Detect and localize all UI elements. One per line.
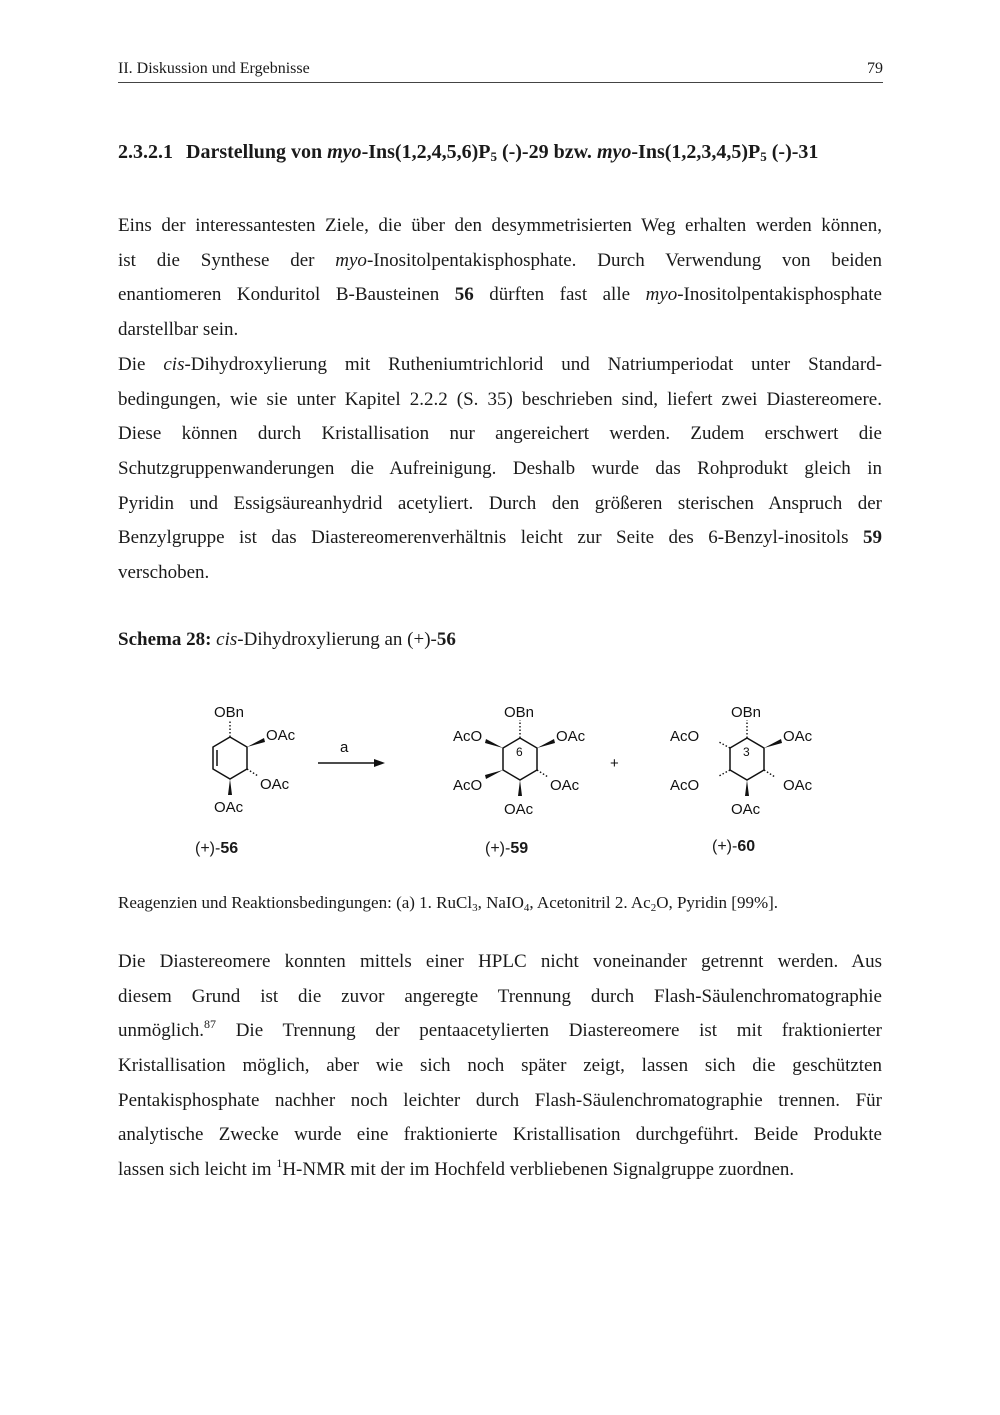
text-line: Die Diastereomere konnten mittels einer HPLC nicht voneinander getrennt werden. Aus	[118, 951, 882, 972]
heading-text: Darstellung von	[186, 141, 328, 163]
position-label: 3	[743, 745, 750, 759]
aco-label: AcO	[670, 777, 700, 794]
heading-subscript: 5	[760, 149, 767, 164]
paragraph-2	[118, 348, 882, 591]
oac-label: OAc	[783, 728, 813, 745]
arrow-label: a	[340, 739, 349, 756]
oac-label: OAc	[214, 799, 244, 816]
heading-text: -Ins(1,2,3,4,5)P	[631, 141, 761, 163]
compound-label-60: (+)-60	[712, 838, 756, 855]
footnote-reference: 87	[204, 1017, 217, 1032]
heading-text: -Ins(1,2,4,5,6)P	[361, 141, 491, 163]
oac-label: OAc	[550, 777, 580, 794]
compound-59-structure	[453, 704, 586, 818]
aco-label: AcO	[453, 777, 483, 794]
scheme-title: Schema 28: cis-Dihydroxylierung an (+)-56	[118, 629, 456, 650]
oac-label: OAc	[783, 777, 813, 794]
text-line: Schutzgruppenwanderungen die Aufreinigung. Deshalb wurde das Rohprodukt gleich in	[118, 458, 882, 480]
text-line: bedingungen, wie sie unter Kapitel 2.2.2 (S. 35) beschrieben sind, liefert zwei Diastereomere.	[118, 388, 882, 410]
text-line: Pyridin und Essigsäureanhydrid acetyliert. Durch den größeren sterischen Anspruch der	[118, 492, 882, 514]
paragraph-3	[118, 945, 882, 1188]
aco-label: AcO	[670, 728, 700, 745]
oac-label: OAc	[266, 727, 296, 744]
plus-sign: +	[610, 755, 619, 772]
position-label: 6	[516, 745, 523, 759]
compound-56-structure	[213, 704, 296, 816]
text-line: darstellbar sein.	[118, 319, 239, 341]
text-line: ist die Synthese der myo-Inositolpentakisphosphate. Durch Verwendung von beiden	[118, 249, 882, 271]
heading-text: (-)-31	[766, 141, 819, 163]
heading-italic: myo	[327, 141, 362, 163]
text-line: Die cis-Dihydroxylierung mit Rutheniumtrichlorid und Natriumperiodat unter Standard-	[118, 354, 882, 375]
oac-label: OAc	[731, 801, 761, 818]
compound-label-59: (+)-59	[485, 840, 529, 857]
reaction-arrow	[318, 739, 385, 767]
text-line: Benzylgruppe ist das Diastereomerenverhältnis leicht zur Seite des 6-Benzyl-inositols 59	[118, 527, 882, 549]
aco-label: AcO	[453, 728, 483, 745]
text-line: verschoben.	[118, 562, 210, 584]
oac-label: OAc	[556, 728, 586, 745]
text-line: Eins der interessantesten Ziele, die über den desymmetrisierten Weg erhalten werden können,	[118, 215, 882, 236]
text-line: Kristallisation möglich, aber wie sich noch später zeigt, lassen sich die geschützten	[118, 1055, 882, 1077]
text-line: Pentakisphosphate nachher noch leichter durch Flash-Säulenchromatographie trennen. Für	[118, 1089, 882, 1111]
compound-label-56: (+)-56	[195, 840, 239, 857]
text-line: diesem Grund ist die zuvor angeregte Trennung durch Flash-Säulenchromatographie	[118, 985, 882, 1007]
running-header	[118, 60, 883, 83]
section-number: 2.3.2.1	[118, 141, 173, 163]
paragraph-1	[118, 209, 882, 348]
reaction-scheme	[180, 690, 820, 870]
text-line: lassen sich leicht im $^1$H-NMR mit der im Hochfeld verbliebenen Signalgruppe zuordnen.	[118, 1156, 795, 1181]
obn-label: OBn	[504, 704, 535, 721]
section-heading	[118, 141, 883, 165]
heading-text: (-)-29 bzw.	[496, 141, 597, 163]
page-number: 79	[867, 60, 883, 77]
scheme-caption: Reagenzien und Reaktionsbedingungen: (a) 1. RuCl$_3$, NaIO$_4$, Acetonitril 2. $Ac_2O$, Pyridin [99%].	[118, 893, 779, 914]
oac-label: OAc	[260, 776, 290, 793]
heading-italic: myo	[596, 141, 632, 163]
text-line: unmöglich.$^{87}$ Die Trennung der pentaacetylierten Diastereomere ist mit fraktionierter	[118, 1017, 882, 1042]
text-line: analytische Zwecke wurde eine fraktionierte Kristallisation durchgeführt. Beide Produkte	[118, 1124, 882, 1146]
compound-60-structure	[670, 704, 813, 818]
text-line: Diese können durch Kristallisation nur angereichert werden. Zudem erschwert die	[118, 423, 882, 445]
chapter-title: II. Diskussion und Ergebnisse	[118, 60, 310, 77]
heading-subscript: 5	[490, 149, 497, 164]
text-line: enantiomeren Konduritol B-Bausteinen 56 dürften fast alle myo-Inositolpentakisphosphate	[118, 284, 882, 306]
obn-label: OBn	[731, 704, 762, 721]
obn-label: OBn	[214, 704, 245, 721]
oac-label: OAc	[504, 801, 534, 818]
